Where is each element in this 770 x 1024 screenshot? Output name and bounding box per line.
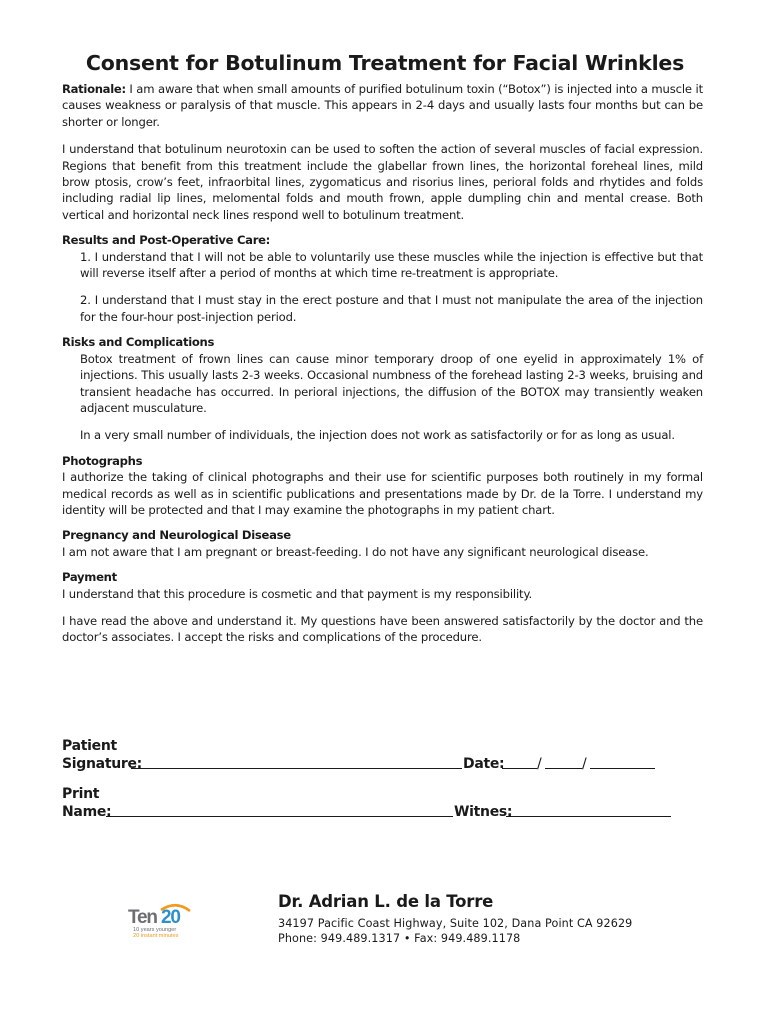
print-label-line2: Name: (62, 804, 112, 820)
results-item-1: 1. I understand that I will not be able to voluntarily use these muscles while the injection is effective but that will reverse itself after a period of months at which time re-treatment is appropriate. (80, 249, 703, 281)
rationale-paragraph-2: I understand that botulinum neurotoxin can be used to soften the action of several muscles of facial expression. Regions that benefit from this treatment include the glabellar frown lines, the horizontal foreheal lines, mild brow ptosis, crow’s feet, infraorbital lines, zygomaticus and risorius lines, perioral folds and rhytides and folds including radial lip lines, melomental folds and mouth frown, apple dumpling chin and mental crease. Both vertical and horizontal neck lines respond well to botulinum treatment. (62, 142, 703, 222)
risks-paragraph-1: Botox treatment of frown lines can cause minor temporary droop of one eyelid in approximately 1% of injections. This usually lasts 2-3 weeks. Occasional numbness of the forehead lasting 2-3 weeks, bruising and transient headache has occurred. In perioral injections, the diffusion of the BOTOX may transiently weaken adjacent musculature. (80, 351, 703, 415)
clinic-address: 34197 Pacific Coast Highway, Suite 102, Dana Point CA 92629 (278, 917, 633, 930)
patient-label-line2: Signature: (62, 756, 142, 772)
results-item-2: 2. I understand that I must stay in the erect posture and that I must not manipulate the area of the injection for the four-hour post-injection period. (80, 293, 703, 324)
print-label-line1: Print (62, 786, 100, 802)
date-day-field[interactable] (545, 768, 582, 769)
patient-signature-label (62, 737, 142, 773)
payment-heading: Payment (62, 570, 117, 585)
photographs-text: I authorize the taking of clinical photographs and their use for scientific purposes both routinely in my formal medical records as well as in scientific publications and presentations made by Dr. de la Torre. I understand my identity will be protected and that I may examine the photographs in my patient chart. (62, 470, 703, 517)
payment-text: I understand that this procedure is cosmetic and that payment is my responsibility. (62, 586, 533, 601)
doctor-name: Dr. Adrian L. de la Torre (278, 892, 494, 911)
pregnancy-heading: Pregnancy and Neurological Disease (62, 528, 291, 543)
print-name-field[interactable] (106, 816, 453, 817)
form-body (62, 81, 703, 646)
logo-tagline-1: 10 years younger (133, 927, 177, 933)
date-separator-2: / (582, 756, 587, 772)
form-title: Consent for Botulinum Treatment for Facial Wrinkles (85, 51, 685, 75)
risks-paragraph-2: In a very small number of individuals, the injection does not work as satisfactorily or for as long as usual. (80, 428, 675, 443)
rationale-label: Rationale: (62, 82, 126, 96)
logo-text-ten: Ten (128, 907, 157, 928)
logo-text-20: 20 (161, 907, 180, 928)
date-separator-1: / (537, 756, 542, 772)
patient-signature-field[interactable] (131, 768, 462, 769)
date-year-field[interactable] (590, 768, 655, 769)
photographs-heading: Photographs (62, 453, 143, 468)
acknowledgement-text: I have read the above and understand it. My questions have been answered satisfactorily by the doctor and the doctor’s associates. I accept the risks and complications of the procedure. (62, 613, 703, 645)
patient-label-line1: Patient (62, 738, 117, 754)
risks-heading: Risks and Complications (62, 335, 215, 350)
witness-label: Witnes: (454, 804, 513, 820)
rationale-text: I am aware that when small amounts of purified botulinum toxin (“Botox”) is injected into a muscle it causes weakness or paralysis of that muscle. This appears in 2-4 days and usually lasts four months but can be shorter or longer. (62, 82, 703, 129)
logo-tagline-2: 20 instant minutes (133, 933, 179, 939)
results-heading: Results and Post-Operative Care: (62, 233, 271, 248)
clinic-phone-fax: Phone: 949.489.1317 • Fax: 949.489.1178 (278, 932, 521, 945)
date-month-field[interactable] (502, 768, 537, 769)
print-name-label (62, 785, 111, 821)
ten20-logo (128, 903, 198, 939)
pregnancy-text: I am not aware that I am pregnant or breast-feeding. I do not have any significant neurological disease. (62, 544, 649, 559)
rationale-paragraph (62, 81, 703, 130)
witness-field[interactable] (506, 816, 671, 817)
date-label: Date: (463, 756, 505, 772)
